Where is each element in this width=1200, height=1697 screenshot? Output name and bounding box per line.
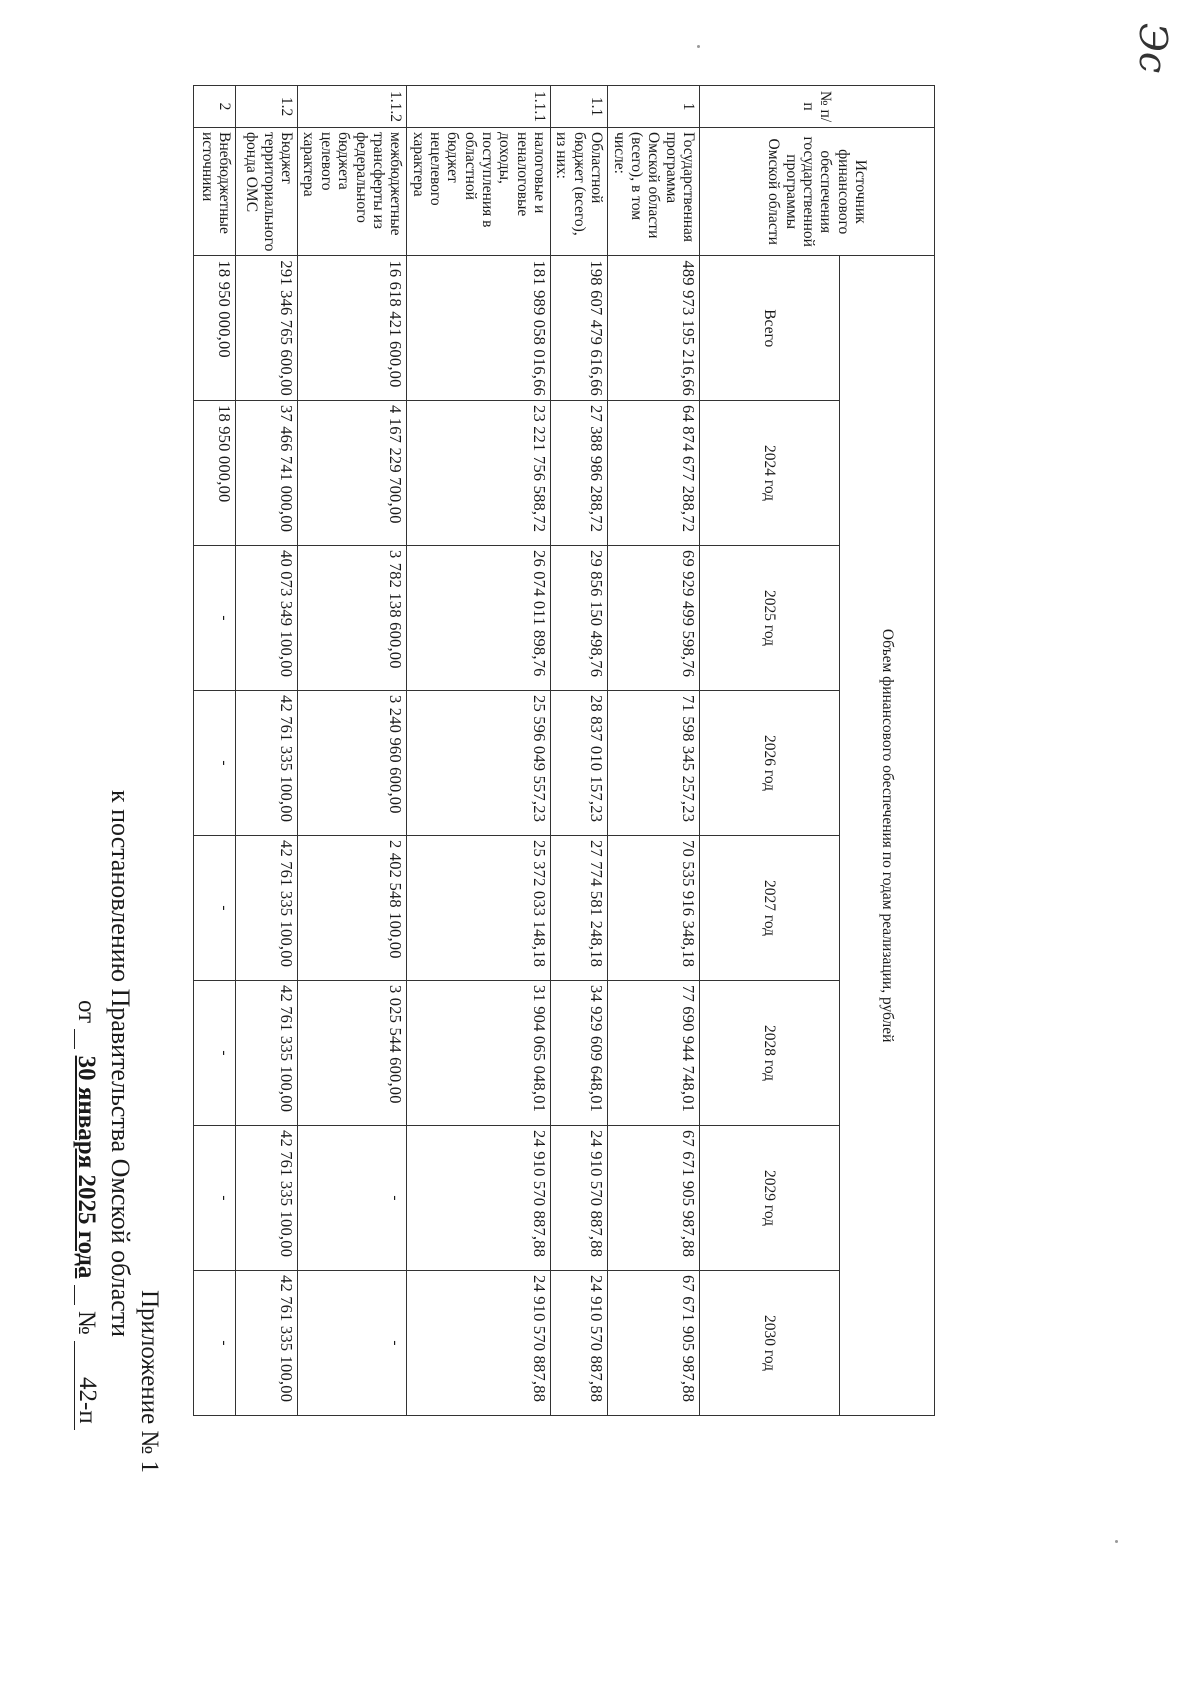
value-cell: 67 671 905 987,88 [608, 1126, 700, 1271]
row-source: Государственная программа Омской области (всего), в том числе: [608, 128, 700, 256]
value-cell: 37 466 741 000,00 [236, 401, 298, 546]
row-source: межбюджетные трансферты из федерального бюджета целевого характера [298, 128, 407, 256]
value-cell: 3 025 544 600,00 [298, 981, 407, 1126]
value-cell: 77 690 944 748,01 [608, 981, 700, 1126]
row-source: налоговые и неналоговые доходы, поступления в областной бюджет нецелевого характера [407, 128, 551, 256]
table-row [608, 86, 700, 1416]
table-row [551, 86, 608, 1416]
value-cell: 34 929 609 648,01 [551, 981, 608, 1126]
value-cell: 3 782 138 600,00 [298, 546, 407, 691]
resolution-date-line [74, 1000, 100, 1697]
value-cell: 28 837 010 157,23 [551, 691, 608, 836]
table-row [298, 86, 407, 1416]
row-number: 1.1.2 [298, 86, 407, 128]
header-num: № п/п [700, 86, 935, 128]
from-label: от [73, 1000, 100, 1024]
value-cell: - [194, 1126, 236, 1271]
value-cell: 23 221 756 588,72 [407, 401, 551, 546]
value-cell: - [298, 1126, 407, 1271]
resolution-number: 42-п [74, 1371, 100, 1430]
resolution-reference: к постановлению Правительства Омской области [106, 790, 135, 1338]
value-cell: 42 761 335 100,00 [236, 1126, 298, 1271]
financing-table [193, 85, 935, 1416]
value-cell: 31 904 065 048,01 [407, 981, 551, 1126]
value-cell: - [298, 1271, 407, 1416]
value-cell: 24 910 570 887,88 [407, 1271, 551, 1416]
value-cell: 71 598 345 257,23 [608, 691, 700, 836]
header-year: 2027 год [700, 836, 840, 981]
value-cell: 24 910 570 887,88 [551, 1271, 608, 1416]
header-year: 2028 год [700, 981, 840, 1126]
handwritten-signature-mark: Эс [1130, 22, 1175, 74]
value-cell: - [194, 981, 236, 1126]
table-body [194, 86, 700, 1416]
value-cell: 64 874 677 288,72 [608, 401, 700, 546]
value-cell: 4 167 229 700,00 [298, 401, 407, 546]
row-number: 1.1.1 [407, 86, 551, 128]
value-cell: 24 910 570 887,88 [407, 1126, 551, 1271]
value-cell: 27 388 986 288,72 [551, 401, 608, 546]
value-cell: - [194, 691, 236, 836]
value-cell: 489 973 195 216,66 [608, 256, 700, 401]
value-cell: 291 346 765 600,00 [236, 256, 298, 401]
header-year: Всего [700, 256, 840, 401]
value-cell: 18 950 000,00 [194, 256, 236, 401]
value-cell: 25 596 049 557,23 [407, 691, 551, 836]
header-year: 2026 год [700, 691, 840, 836]
value-cell: 25 372 033 148,18 [407, 836, 551, 981]
value-cell: 69 929 499 598,76 [608, 546, 700, 691]
value-cell: - [194, 1271, 236, 1416]
value-cell: 16 618 421 600,00 [298, 256, 407, 401]
row-number: 1.1 [551, 86, 608, 128]
value-cell: 29 856 150 498,76 [551, 546, 608, 691]
header-year: 2024 год [700, 401, 840, 546]
resolution-date: 30 января 2025 года [73, 1055, 100, 1279]
value-cell: 42 761 335 100,00 [236, 1271, 298, 1416]
value-cell: 27 774 581 248,18 [551, 836, 608, 981]
value-cell: 18 950 000,00 [194, 401, 236, 546]
header-year: 2025 год [700, 546, 840, 691]
value-cell: 26 074 011 898,76 [407, 546, 551, 691]
row-source: Внебюджетные источники [194, 128, 236, 256]
value-cell: 2 402 548 100,00 [298, 836, 407, 981]
number-label: № [73, 1310, 100, 1335]
table-row [194, 86, 236, 1416]
row-number: 1.2 [236, 86, 298, 128]
value-cell: 3 240 960 600,00 [298, 691, 407, 836]
value-cell: 42 761 335 100,00 [236, 836, 298, 981]
value-cell: 198 607 479 616,66 [551, 256, 608, 401]
row-number: 1 [608, 86, 700, 128]
row-source: Бюджет территориального фонда ОМС [236, 128, 298, 256]
value-cell: 42 761 335 100,00 [236, 981, 298, 1126]
table-row [236, 86, 298, 1416]
header-source: Источник финансового обеспечения государственной программы Омской области [700, 128, 935, 256]
header-volume-group: Объем финансового обеспечения по годам реализации, рублей [840, 256, 935, 1416]
table-row [407, 86, 551, 1416]
value-cell: 181 989 058 016,66 [407, 256, 551, 401]
header-year: 2030 год [700, 1271, 840, 1416]
value-cell: - [194, 546, 236, 691]
row-source: Областной бюджет (всего), из них: [551, 128, 608, 256]
value-cell: 70 535 916 348,18 [608, 836, 700, 981]
value-cell: - [194, 836, 236, 981]
value-cell: 40 073 349 100,00 [236, 546, 298, 691]
header-years-row [700, 86, 840, 1416]
value-cell: 42 761 335 100,00 [236, 691, 298, 836]
header-year: 2029 год [700, 1126, 840, 1271]
row-number: 2 [194, 86, 236, 128]
value-cell: 24 910 570 887,88 [551, 1126, 608, 1271]
appendix-title: Приложение № 1 [136, 1290, 163, 1474]
value-cell: 67 671 905 987,88 [608, 1271, 700, 1416]
